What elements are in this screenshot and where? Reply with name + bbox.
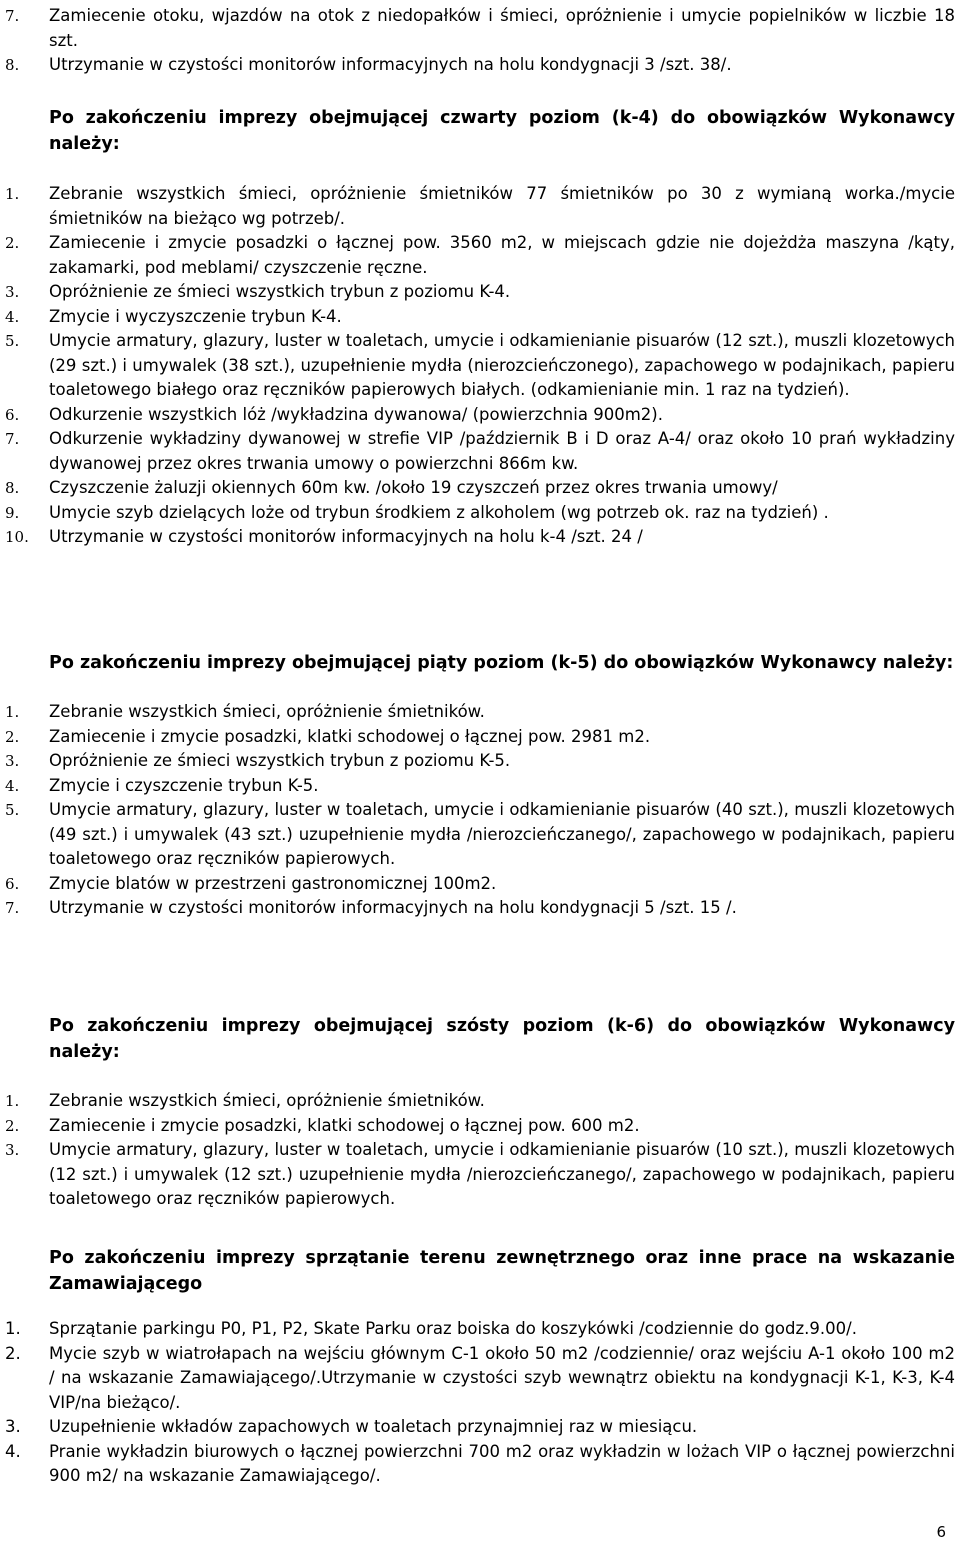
item-text: Zamiecenie i zmycie posadzki, klatki schodowej o łącznej pow. 600 m2. bbox=[49, 1115, 640, 1135]
list-item bbox=[0, 1342, 960, 1416]
list-item bbox=[0, 403, 960, 428]
item-number: 4. bbox=[5, 1441, 21, 1461]
list-item bbox=[0, 501, 960, 526]
section-k4 bbox=[0, 105, 960, 550]
section-k6 bbox=[0, 1013, 960, 1212]
item-number: 5. bbox=[5, 801, 20, 819]
top-list bbox=[0, 4, 960, 78]
item-number: 1. bbox=[5, 185, 20, 203]
list-item bbox=[0, 182, 960, 231]
item-number: 2. bbox=[5, 727, 20, 746]
list-item bbox=[0, 476, 960, 501]
list-item bbox=[0, 725, 960, 750]
item-number: 8. bbox=[5, 56, 20, 74]
section-heading: Po zakończeniu imprezy obejmującej szósty poziom (k-6) do obowiązków Wykonawcy należy: bbox=[49, 1016, 955, 1062]
list-item bbox=[0, 53, 960, 78]
item-number: 3. bbox=[5, 1417, 21, 1436]
item-number: 2. bbox=[5, 1343, 21, 1363]
section-heading: Po zakończeniu imprezy obejmującej piąty poziom (k-5) do obowiązków Wykonawcy należy: bbox=[49, 653, 954, 673]
item-text: Odkurzenie wykładziny dywanowej w strefie VIP /październik B i D oraz A-4/ oraz około 10 prań wykładziny dywanowej przez okres trwania umowy o powierzchni 866m kw. bbox=[49, 429, 955, 473]
item-number: 5. bbox=[5, 332, 20, 350]
item-number: 3. bbox=[5, 1141, 20, 1159]
list-item bbox=[0, 4, 960, 53]
item-text: Zmycie i czyszczenie trybun K-5. bbox=[49, 775, 319, 795]
item-number: 10. bbox=[5, 528, 29, 546]
list-item bbox=[0, 1089, 960, 1114]
list-item bbox=[0, 774, 960, 799]
section-heading: Po zakończeniu imprezy sprzątanie terenu zewnętrznego oraz inne prace na wskazanie Zamawiającego bbox=[49, 1248, 955, 1294]
item-text: Umycie armatury, glazury, luster w toaletach, umycie i odkamienianie pisuarów (10 szt.), muszli klozetowych (12 szt.) i umywalek (12 szt.) uzupełnienie mydła /nierozcieńczanego/, zapachowego w podajnikach, papieru toaletowego oraz ręczników papierowych. bbox=[49, 1140, 955, 1208]
list-item bbox=[0, 798, 960, 872]
list-item bbox=[0, 427, 960, 476]
item-text: Utrzymanie w czystości monitorów informacyjnych na holu kondygnacji 3 /szt. 38/. bbox=[49, 55, 732, 74]
item-text: Zmycie i wyczyszczenie trybun K-4. bbox=[49, 306, 342, 326]
item-number: 3. bbox=[5, 752, 20, 770]
item-text: Zmycie blatów w przestrzeni gastronomicznej 100m2. bbox=[49, 873, 497, 893]
item-number: 7. bbox=[5, 430, 20, 448]
item-text: Uzupełnienie wkładów zapachowych w toaletach przynajmniej raz w miesiącu. bbox=[49, 1417, 698, 1436]
item-number: 2. bbox=[5, 1116, 20, 1135]
item-text: Opróżnienie ze śmieci wszystkich trybun z poziomu K-5. bbox=[49, 751, 511, 770]
list-item bbox=[0, 872, 960, 897]
section-external bbox=[0, 1245, 960, 1489]
item-number: 6. bbox=[5, 405, 20, 424]
item-number: 3. bbox=[5, 283, 20, 301]
item-text: Zebranie wszystkich śmieci, opróżnienie śmietników 77 śmietników po 30 z wymianą worka./mycie śmietników na bieżąco wg potrzeb/. bbox=[49, 184, 955, 228]
item-number: 4. bbox=[5, 307, 20, 326]
item-text: Zamiecenie otoku, wjazdów na otok z niedopałków i śmieci, opróżnienie i umycie popielników w liczbie 18 szt. bbox=[49, 6, 955, 50]
list-item bbox=[0, 280, 960, 305]
item-text: Zamiecenie i zmycie posadzki, klatki schodowej o łącznej pow. 2981 m2. bbox=[49, 726, 651, 746]
item-text: Sprzątanie parkingu P0, P1, P2, Skate Parku oraz boiska do koszykówki /codziennie do godz.9.00/. bbox=[49, 1319, 857, 1338]
item-number: 1. bbox=[5, 1092, 20, 1110]
section-heading: Po zakończeniu imprezy obejmującej czwarty poziom (k-4) do obowiązków Wykonawcy należy: bbox=[49, 108, 955, 154]
item-number: 8. bbox=[5, 479, 20, 497]
list-item bbox=[0, 1440, 960, 1489]
list-item bbox=[0, 896, 960, 921]
list-item bbox=[0, 525, 960, 550]
item-text: Opróżnienie ze śmieci wszystkich trybun z poziomu K-4. bbox=[49, 282, 511, 301]
list-item bbox=[0, 749, 960, 774]
list-item bbox=[0, 700, 960, 725]
item-text: Utrzymanie w czystości monitorów informacyjnych na holu k-4 /szt. 24 / bbox=[49, 527, 643, 546]
item-number: 6. bbox=[5, 874, 20, 893]
list-item bbox=[0, 305, 960, 330]
item-number: 7. bbox=[5, 7, 20, 25]
item-number: 1. bbox=[5, 1319, 21, 1338]
list-item bbox=[0, 1317, 960, 1342]
list-item bbox=[0, 1138, 960, 1212]
item-text: Umycie armatury, glazury, luster w toaletach, umycie i odkamienianie pisuarów (40 szt.), muszli klozetowych (49 szt.) i umywalek (43 szt.) uzupełnienie mydła /nierozcieńczanego/, zapachowego w podajnikach, papieru toaletowego oraz ręczników papierowych. bbox=[49, 800, 955, 868]
section-k5 bbox=[0, 650, 960, 921]
item-text: Pranie wykładzin biurowych o łącznej powierzchni 700 m2 oraz wykładzin w lożach VIP o łącznej powierzchni 900 m2/ na wskazanie Zamawiającego/. bbox=[49, 1441, 955, 1485]
list-item bbox=[0, 1415, 960, 1440]
list-item bbox=[0, 1114, 960, 1139]
item-text: Umycie armatury, glazury, luster w toaletach, umycie i odkamienianie pisuarów (12 szt.), muszli klozetowych (29 szt.) i umywalek (38 szt.), uzupełnienie mydła (nierozcieńczonego), zapachowego w podajnikach, papieru toaletowego białego oraz ręczników papierowych białych. (odkamienianie min. 1 raz na tydzień). bbox=[49, 331, 955, 399]
item-text: Zebranie wszystkich śmieci, opróżnienie śmietników. bbox=[49, 1091, 485, 1110]
item-number: 9. bbox=[5, 503, 20, 522]
item-number: 1. bbox=[5, 703, 20, 721]
item-number: 4. bbox=[5, 776, 20, 795]
item-text: Utrzymanie w czystości monitorów informacyjnych na holu kondygnacji 5 /szt. 15 /. bbox=[49, 898, 737, 917]
item-text: Mycie szyb w wiatrołapach na wejściu głównym C-1 około 50 m2 /codziennie/ oraz wejściu A-1 około 100 m2 / na wskazanie Zamawiającego/.Utrzymanie w czystości szyb wewnątrz obiektu na kondygnacji K-1, K-3, K-4 VIP/na bieżąco/. bbox=[49, 1343, 955, 1412]
list-item bbox=[0, 231, 960, 280]
page-number: 6 bbox=[936, 1523, 946, 1541]
item-text: Czyszczenie żaluzji okiennych 60m kw. /około 19 czyszczeń przez okres trwania umowy/ bbox=[49, 478, 778, 497]
item-number: 2. bbox=[5, 234, 20, 252]
item-text: Zebranie wszystkich śmieci, opróżnienie śmietników. bbox=[49, 702, 485, 721]
list-item bbox=[0, 329, 960, 403]
item-number: 7. bbox=[5, 899, 20, 917]
item-text: Zamiecenie i zmycie posadzki o łącznej pow. 3560 m2, w miejscach gdzie nie dojeżdża maszyna /kąty, zakamarki, pod meblami/ czyszczenie ręczne. bbox=[49, 233, 955, 277]
item-text: Odkurzenie wszystkich lóż /wykładzina dywanowa/ (powierzchnia 900m2). bbox=[49, 404, 663, 424]
item-text: Umycie szyb dzielących loże od trybun środkiem z alkoholem (wg potrzeb ok. raz na tydzień) . bbox=[49, 502, 829, 522]
